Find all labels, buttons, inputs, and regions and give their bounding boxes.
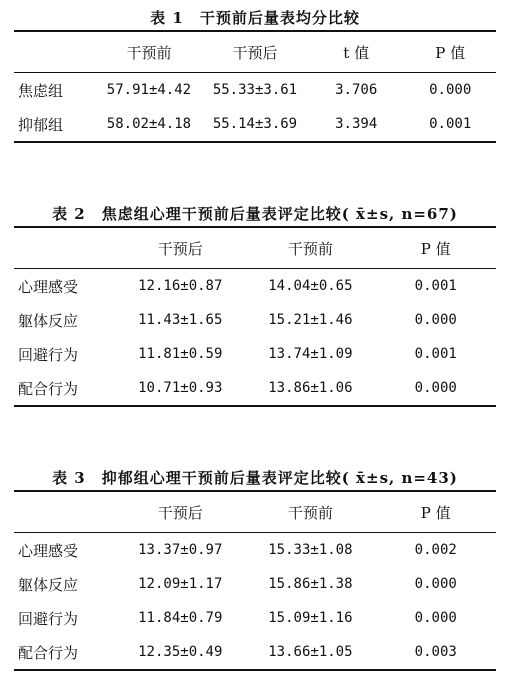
- column-header: 干预后: [232, 43, 278, 62]
- row-label: 回避行为: [18, 609, 79, 628]
- table-row: [14, 269, 496, 304]
- table-cell: 0.003: [414, 644, 457, 660]
- table-cell: 0.000: [414, 312, 457, 328]
- column-header: 干预后: [157, 239, 203, 258]
- table-cell: 0.001: [429, 116, 472, 132]
- table-cell: 0.000: [414, 380, 457, 396]
- column-header: P 值: [435, 43, 466, 62]
- row-label: 配合行为: [18, 643, 79, 662]
- table-cell: 13.74±1.09: [268, 346, 353, 362]
- table-cell: 13.37±0.97: [138, 542, 223, 558]
- table-1: [14, 30, 496, 143]
- table-cell: 0.000: [414, 610, 457, 626]
- table-cell: 0.000: [429, 82, 472, 98]
- table-row: [14, 337, 496, 371]
- table-cell: 0.001: [414, 346, 457, 362]
- row-label: 焦虑组: [18, 81, 64, 100]
- table-2: [14, 226, 496, 407]
- table-cell: 58.02±4.18: [106, 116, 192, 132]
- table-1-block: [14, 6, 496, 143]
- table-2-block: [14, 202, 496, 407]
- table-cell: 12.35±0.49: [138, 644, 223, 660]
- table-row: [14, 73, 496, 108]
- table-cell: 15.33±1.08: [268, 542, 353, 558]
- table-row: [14, 303, 496, 337]
- table-row: [14, 371, 496, 406]
- table-3-caption: 表 3 抑郁组心理干预前后量表评定比较( x̄±s, n=43): [52, 469, 458, 487]
- table-cell: 0.000: [414, 576, 457, 592]
- table-row: [14, 635, 496, 670]
- table-cell: 3.706: [335, 82, 378, 98]
- row-label: 配合行为: [18, 379, 79, 398]
- table-cell: 10.71±0.93: [138, 380, 223, 396]
- column-header: 干预前: [126, 43, 172, 62]
- table-cell: 13.86±1.06: [268, 380, 353, 396]
- table-cell: 15.86±1.38: [268, 576, 353, 592]
- table-2-caption: 表 2 焦虑组心理干预前后量表评定比较( x̄±s, n=67): [52, 205, 458, 223]
- table-row: [14, 601, 496, 635]
- table-row: [14, 107, 496, 142]
- table-row: [14, 567, 496, 601]
- column-header: [14, 31, 96, 73]
- table-cell: 0.002: [414, 542, 457, 558]
- row-label: 抑郁组: [18, 115, 64, 134]
- table-cell: 15.09±1.16: [268, 610, 353, 626]
- table-1-caption: 表 1 干预前后量表均分比较: [150, 9, 360, 27]
- row-label: 心理感受: [18, 277, 79, 296]
- table-cell: 11.81±0.59: [138, 346, 223, 362]
- column-header: 干预前: [287, 503, 333, 522]
- column-header: [14, 227, 115, 269]
- column-header: 干预后: [157, 503, 203, 522]
- table-cell: 3.394: [335, 116, 378, 132]
- table-cell: 15.21±1.46: [268, 312, 353, 328]
- table-row: [14, 533, 496, 568]
- row-label: 躯体反应: [18, 311, 79, 330]
- table-cell: 11.43±1.65: [138, 312, 223, 328]
- column-header: P 值: [420, 503, 451, 522]
- table-3-block: [14, 466, 496, 671]
- table-cell: 55.14±3.69: [212, 116, 298, 132]
- column-header: [14, 491, 115, 533]
- table-cell: 12.16±0.87: [138, 278, 223, 294]
- table-cell: 0.001: [414, 278, 457, 294]
- table-cell: 12.09±1.17: [138, 576, 223, 592]
- column-header: 干预前: [287, 239, 333, 258]
- table-cell: 13.66±1.05: [268, 644, 353, 660]
- column-header: P 值: [420, 239, 451, 258]
- table-cell: 11.84±0.79: [138, 610, 223, 626]
- table-cell: 57.91±4.42: [106, 82, 192, 98]
- column-header: t 值: [343, 43, 370, 62]
- row-label: 回避行为: [18, 345, 79, 364]
- table-header-row: [14, 491, 496, 533]
- row-label: 心理感受: [18, 541, 79, 560]
- table-3: [14, 490, 496, 671]
- table-cell: 14.04±0.65: [268, 278, 353, 294]
- table-cell: 55.33±3.61: [212, 82, 298, 98]
- row-label: 躯体反应: [18, 575, 79, 594]
- table-header-row: [14, 227, 496, 269]
- table-header-row: [14, 31, 496, 73]
